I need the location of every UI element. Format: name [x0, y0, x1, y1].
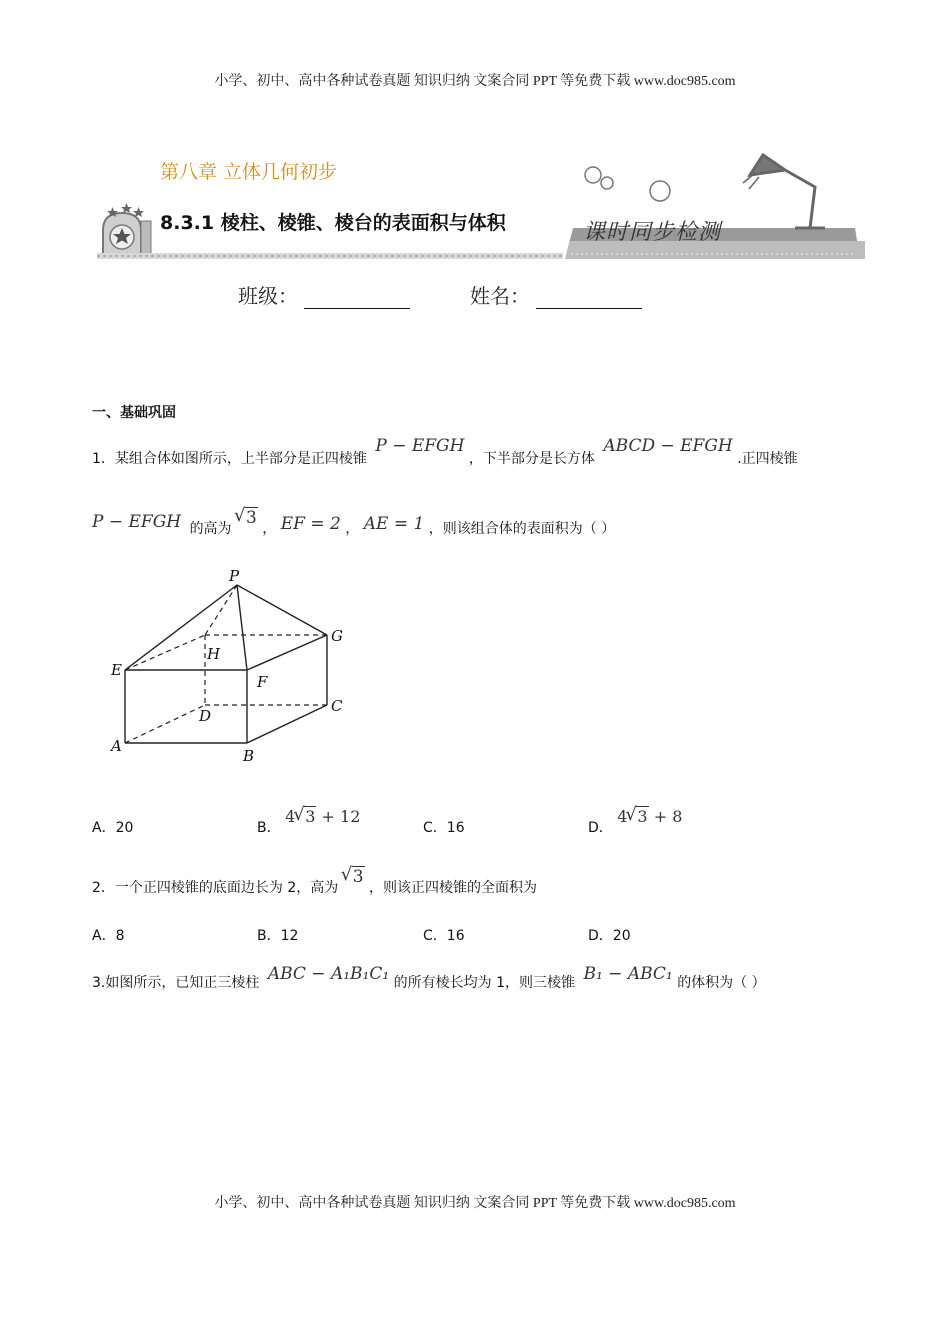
- bubbles-icon: [585, 167, 670, 201]
- q1-cuboid-formula: ABCD − EFGH: [603, 436, 733, 456]
- class-label: 班级：: [238, 284, 298, 308]
- q1-ask: ，则该组合体的表面积为（ ）: [428, 521, 616, 537]
- class-field: [238, 280, 410, 309]
- q1-sqrt-3: √ 3: [236, 508, 258, 528]
- chapter-title: 第八章 立体几何初步: [160, 161, 338, 183]
- label-D: D: [199, 707, 212, 725]
- label-F: F: [257, 673, 268, 691]
- star-badge-icon: [103, 203, 151, 255]
- edge-PH: [205, 585, 237, 635]
- question-1-line-2: [92, 508, 616, 538]
- stamp-label: 课时同步检测: [583, 220, 722, 245]
- q3-middle: 的所有棱长均为 1，则三棱锥: [393, 975, 575, 991]
- q1-ae-formula: AE = 1: [363, 514, 425, 534]
- edge-AD: [125, 705, 205, 743]
- q2-option-b[interactable]: B．12: [257, 928, 299, 944]
- label-G: G: [331, 627, 343, 645]
- q2-prefix: 2．一个正四棱锥的底面边长为 2，高为: [92, 880, 339, 896]
- edge-PE: [125, 585, 237, 670]
- label-A: A: [111, 737, 122, 755]
- q1-middle: ，下半部分是长方体: [468, 451, 595, 467]
- q1-option-a[interactable]: A．20: [92, 820, 134, 836]
- q3-prefix: 3.如图所示，已知正三棱柱: [92, 975, 260, 991]
- q3-prism-formula: ABC − A₁B₁C₁: [267, 964, 390, 984]
- title-banner: [95, 125, 865, 265]
- q1-option-d[interactable]: D． 4√ 3 + 8: [588, 817, 682, 837]
- question-2: [92, 867, 537, 897]
- name-blank[interactable]: [536, 290, 642, 309]
- q1-option-b[interactable]: B． 4√ 3 + 12: [257, 817, 360, 837]
- label-H: H: [207, 645, 221, 663]
- q2-suffix: ，则该正四棱锥的全面积为: [369, 880, 537, 896]
- label-B: B: [243, 747, 255, 765]
- q2-option-a[interactable]: A．8: [92, 928, 125, 944]
- name-field: [470, 280, 642, 309]
- q1-suffix: .正四棱锥: [737, 451, 798, 467]
- q1-option-c[interactable]: C．16: [423, 820, 465, 836]
- label-C: C: [331, 697, 343, 715]
- edge-PF: [237, 585, 247, 670]
- question-1-line-1: [92, 436, 798, 468]
- q1-figure: [105, 565, 365, 765]
- edge-PG: [237, 585, 327, 635]
- label-P: P: [229, 567, 240, 585]
- q1-line2-pyramid-formula: P − EFGH: [92, 512, 182, 532]
- desk-lamp-icon: [743, 155, 825, 228]
- q2-option-c[interactable]: C．16: [423, 928, 465, 944]
- lesson-title: 8.3.1 棱柱、棱锥、棱台的表面积与体积: [160, 212, 506, 234]
- q1-pyramid-formula: P − EFGH: [375, 436, 465, 456]
- q3-pyramid-formula: B₁ − ABC₁: [583, 964, 673, 984]
- label-E: E: [111, 661, 122, 679]
- q3-suffix: 的体积为（ ）: [677, 975, 766, 991]
- q1-comma-2: ，: [345, 521, 360, 537]
- q1-ef-formula: EF = 2: [280, 514, 341, 534]
- q1-prefix: 1．某组合体如图所示，上半部分是正四棱锥: [92, 451, 367, 467]
- q2-sqrt-3: √ 3: [343, 867, 365, 887]
- name-label: 姓名：: [470, 284, 530, 308]
- page-header: 小学、初中、高中各种试卷真题 知识归纳 文案合同 PPT 等免费下载 www.doc985.com: [214, 74, 736, 89]
- section-title: 一、基础巩固: [92, 405, 176, 421]
- edge-BC: [247, 705, 327, 743]
- edge-FG: [247, 635, 327, 670]
- page-footer: 小学、初中、高中各种试卷真题 知识归纳 文案合同 PPT 等免费下载 www.doc985.com: [214, 1196, 736, 1211]
- question-3: [92, 964, 766, 992]
- q2-option-d[interactable]: D．20: [588, 928, 631, 944]
- q1-comma-1: ，: [262, 521, 277, 537]
- class-blank[interactable]: [304, 290, 410, 309]
- q1-height-text: 的高为: [189, 521, 232, 537]
